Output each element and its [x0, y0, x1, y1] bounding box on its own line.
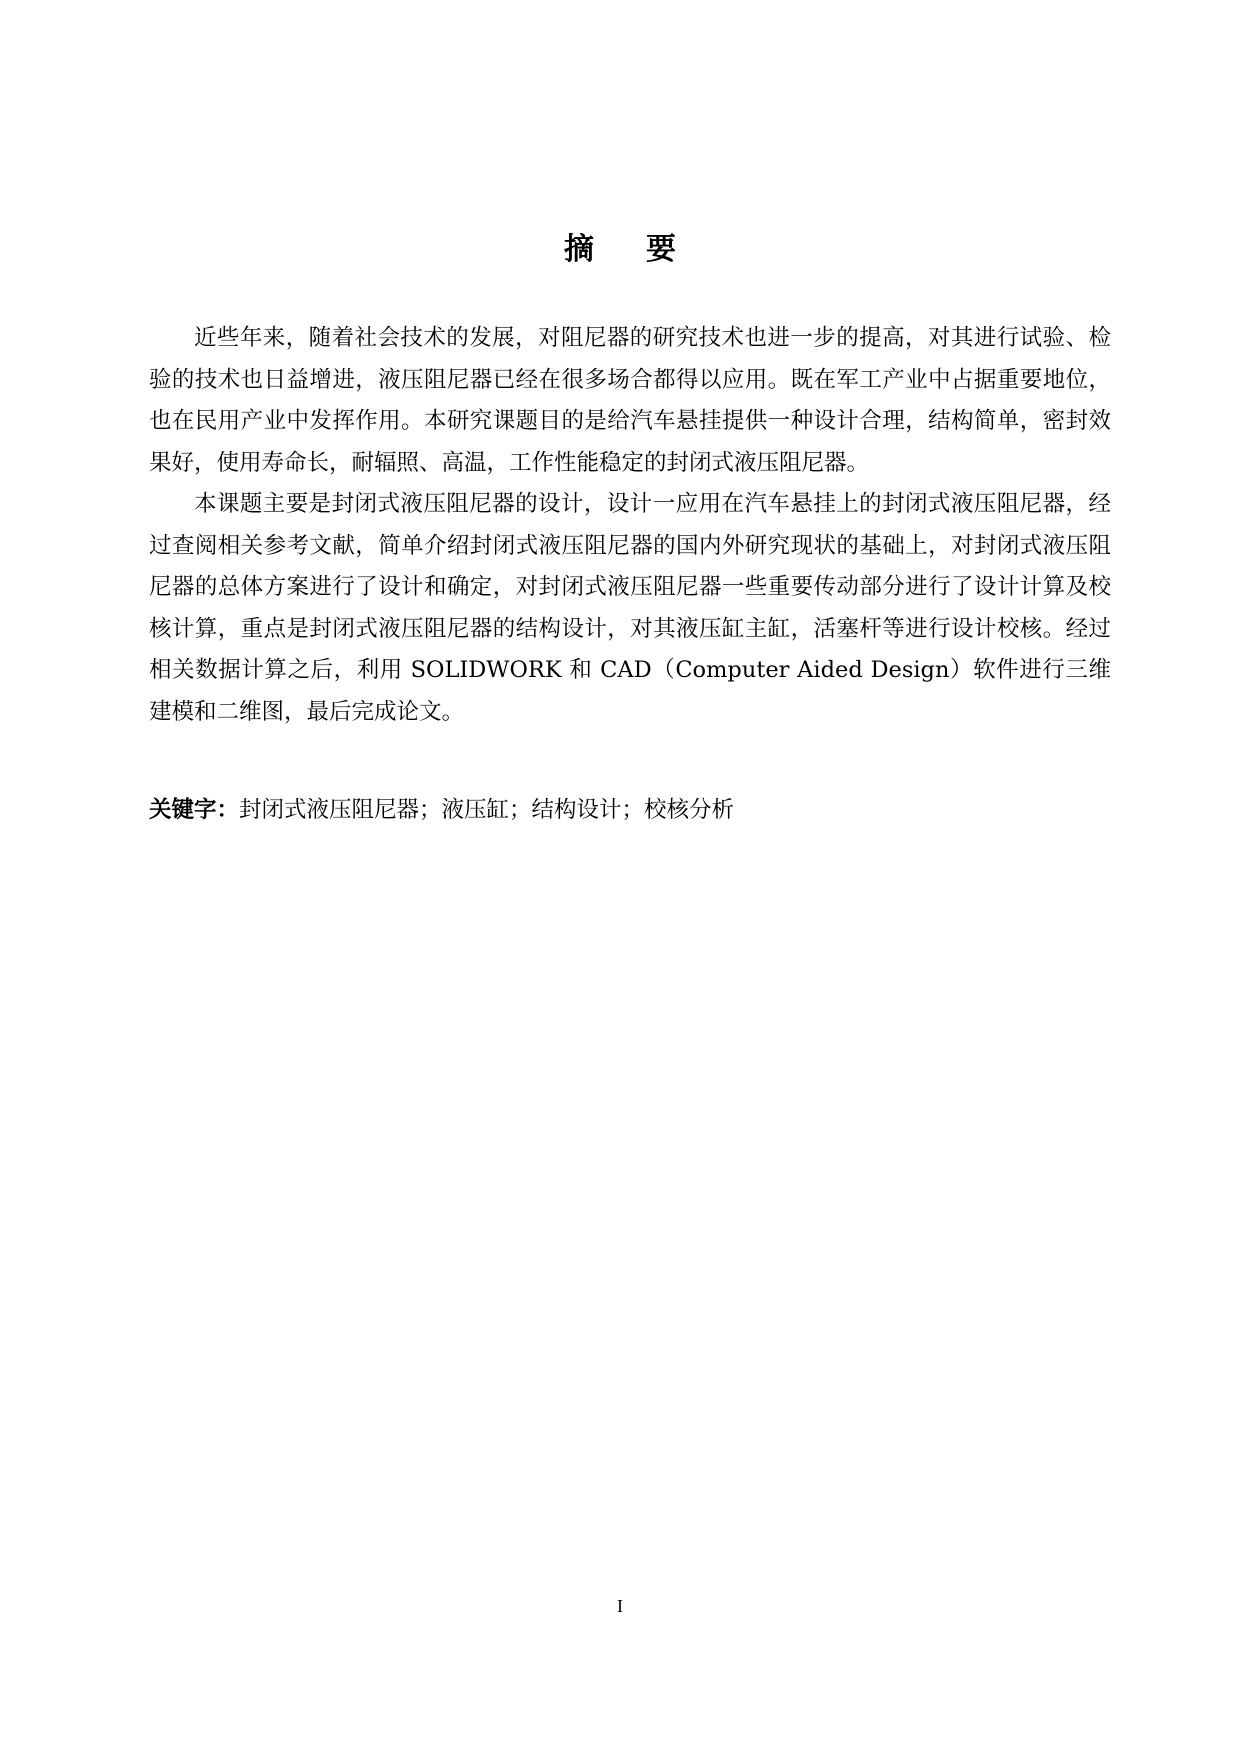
keywords-line — [149, 790, 1111, 832]
keywords-label: 关键字： — [149, 797, 240, 823]
abstract-paragraph-1: 近些年来，随着社会技术的发展，对阻尼器的研究技术也进一步的提高，对其进行试验、检验的技术也日益增进，液压阻尼器已经在很多场合都得以应用。既在军工产业中占据重要地位，也在民用产业中发挥作用。本研究课题目的是给汽车悬挂提供一种设计合理，结构简单，密封效果好，使用寿命长，耐辐照、高温，工作性能稳定的封闭式液压阻尼器。 — [149, 325, 1111, 476]
page-number: I — [617, 1596, 623, 1616]
keywords-text: 封闭式液压阻尼器；液压缸；结构设计；校核分析 — [239, 797, 735, 823]
abstract-paragraph-2: 本课题主要是封闭式液压阻尼器的设计，设计一应用在汽车悬挂上的封闭式液压阻尼器，经过查阅相关参考文献，简单介绍封闭式液压阻尼器的国内外研究现状的基础上，对封闭式液压阻尼器的总体方案进行了设计和确定，对封闭式液压阻尼器一些重要传动部分进行了设计计算及校核计算，重点是封闭式液压阻尼器的结构设计，对其液压缸主缸，活塞杆等进行设计校核。经过相关数据计算之后，利用 SOLIDWORK 和 CAD（Computer Aided Design）软件进行三维建模和二维图，最后完成论文。 — [149, 491, 1111, 725]
abstract-body — [149, 318, 1111, 733]
page-title: 摘要 — [564, 232, 728, 267]
